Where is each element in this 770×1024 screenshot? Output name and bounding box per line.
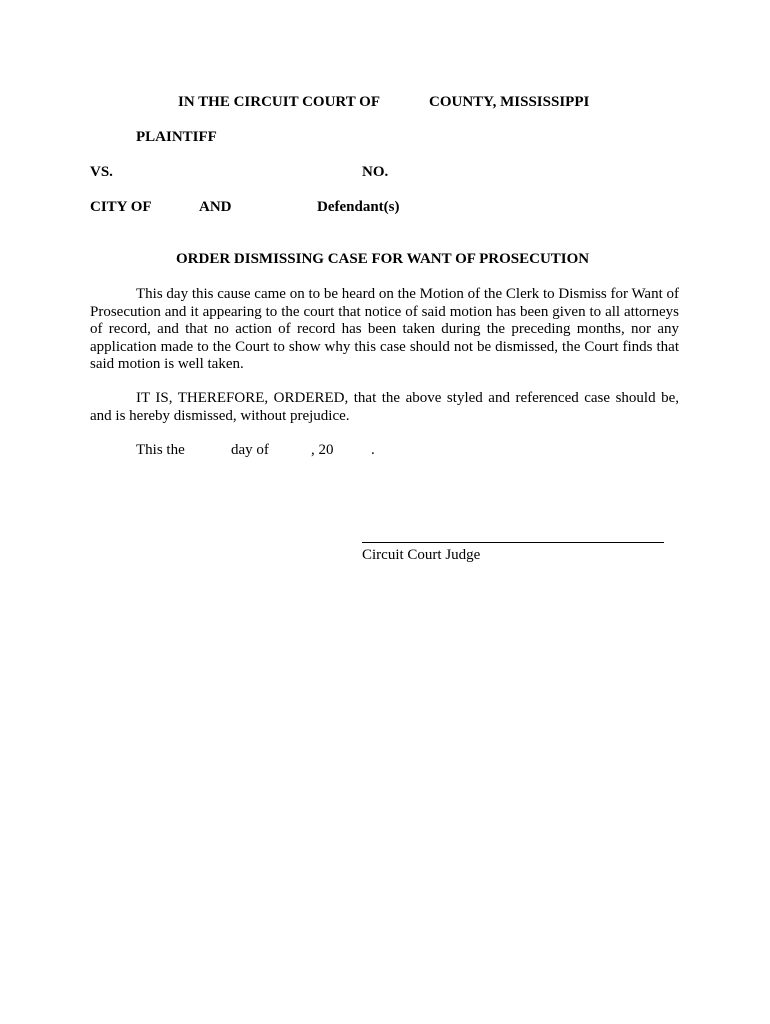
case-number-label: NO.	[362, 164, 389, 180]
defendants-label: Defendant(s)	[317, 199, 400, 215]
date-year-prefix: , 20	[311, 442, 334, 458]
court-heading-suffix: COUNTY, MISSISSIPPI	[429, 94, 590, 110]
versus-label: VS.	[90, 164, 113, 180]
city-of-label: CITY OF	[90, 199, 152, 215]
order-title: ORDER DISMISSING CASE FOR WANT OF PROSECUTION	[176, 251, 590, 267]
and-label: AND	[199, 199, 232, 215]
order-paragraph-1-text: This day this cause came on to be heard on the Motion of the Clerk to Dismiss for Want of Prosecution and it appearing to the court that notice of said motion has been given to all attorneys of record, and that no action of record has been taken during the preceding months, nor any application made to the Court to show why this case should not be dismissed, the Court finds that said motion is well taken.	[90, 286, 679, 372]
signature-label: Circuit Court Judge	[362, 547, 481, 563]
order-paragraph-2	[90, 390, 679, 425]
date-period: .	[371, 442, 375, 458]
court-heading-prefix: IN THE CIRCUIT COURT OF	[178, 94, 381, 110]
date-this-the: This the	[136, 442, 185, 458]
plaintiff-label: PLAINTIFF	[136, 129, 217, 145]
order-paragraph-1	[90, 286, 679, 374]
date-day-of: day of	[231, 442, 269, 458]
signature-line	[362, 542, 664, 543]
order-paragraph-2-text: IT IS, THEREFORE, ORDERED, that the above styled and referenced case should be, and is hereby dismissed, without prejudice.	[90, 390, 679, 424]
